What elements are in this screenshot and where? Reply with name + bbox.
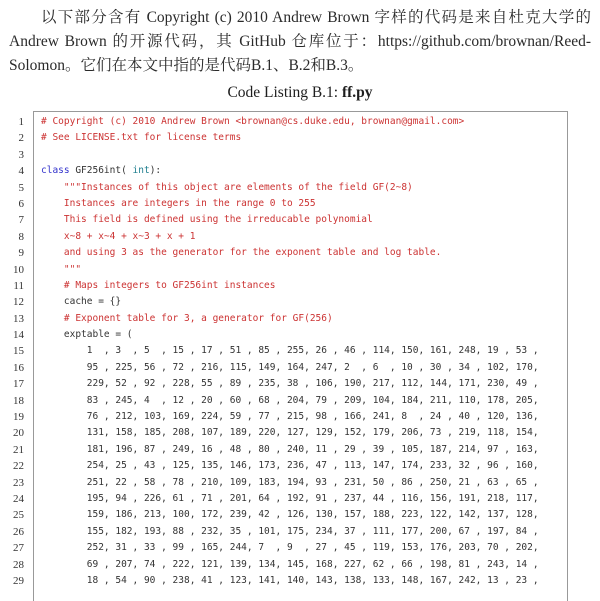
line-number: 3 [18, 148, 24, 161]
line-number: 22 [13, 460, 24, 473]
code-token-plain: GF256int( [69, 165, 133, 177]
line-number: 8 [18, 230, 24, 243]
code-token-string: """ [41, 263, 82, 275]
code-token-string: and using 3 as the generator for the exponent table and log table. [41, 247, 442, 259]
code-token-comment: # See LICENSE.txt for license terms [41, 132, 242, 144]
code-line [41, 196, 567, 212]
line-number: 25 [13, 509, 24, 522]
code-line: 229, 52 , 92 , 228, 55 , 89 , 235, 38 , 106, 190, 217, 112, 144, 171, 230, 49 , [41, 378, 539, 390]
code-token-keyword: class [41, 165, 70, 177]
line-number: 6 [18, 197, 24, 210]
code-line [41, 278, 567, 294]
code-token-builtin: int [132, 165, 150, 177]
code-line: 159, 186, 213, 100, 172, 239, 42 , 126, 130, 157, 188, 223, 122, 142, 137, 128, [41, 509, 539, 521]
code-area [33, 111, 568, 601]
line-number: 19 [13, 411, 24, 424]
code-line [41, 114, 567, 130]
code-line [41, 163, 567, 179]
code-token-plain: cache = {} [41, 296, 122, 308]
code-line: 155, 182, 193, 88 , 232, 35 , 101, 175, 234, 37 , 111, 177, 200, 67 , 197, 84 , [41, 525, 539, 537]
code-line [41, 327, 567, 343]
line-number: 24 [13, 492, 24, 505]
code-token-plain: exptable = ( [41, 329, 133, 341]
line-number: 27 [13, 542, 24, 555]
line-number: 12 [13, 296, 24, 309]
code-token-comment: # Copyright (c) 2010 Andrew Brown <brownan@cs.duke.edu, brownan@gmail.com> [41, 116, 465, 127]
code-line: 254, 25 , 43 , 125, 135, 146, 173, 236, 47 , 113, 147, 174, 233, 32 , 96 , 160, [41, 460, 539, 472]
line-number: 9 [18, 247, 24, 260]
line-number: 26 [13, 525, 24, 538]
line-number: 11 [13, 279, 24, 292]
intro-line: 以下部分含有 Copyright (c) 2010 Andrew Brown 字样的代码是来自杜克大学的 [41, 9, 591, 26]
code-line: 251, 22 , 58 , 78 , 210, 109, 183, 194, 93 , 231, 50 , 86 , 250, 21 , 63 , 65 , [41, 476, 539, 488]
line-number: 21 [13, 443, 24, 456]
intro-paragraph [0, 0, 600, 78]
code-line [41, 262, 567, 278]
line-number: 14 [13, 329, 24, 342]
code-line: 1 , 3 , 5 , 15 , 17 , 51 , 85 , 255, 26 , 46 , 114, 150, 161, 248, 19 , 53 , [41, 345, 539, 357]
listing-caption [0, 83, 600, 102]
line-number: 2 [18, 132, 24, 145]
code-line [41, 294, 567, 310]
intro-line: Solomon。它们在本文中指的是代码B.1、B.2和B.3。 [9, 57, 364, 74]
line-number: 15 [13, 345, 24, 358]
code-line [41, 130, 567, 146]
code-line: 131, 158, 185, 208, 107, 189, 220, 127, 129, 152, 179, 206, 73 , 219, 118, 154, [41, 427, 539, 439]
line-number: 4 [18, 165, 24, 178]
code-token-plain: ): [149, 165, 162, 177]
code-line: 181, 196, 87 , 249, 16 , 48 , 80 , 240, 11 , 29 , 39 , 105, 187, 214, 97 , 163, [41, 443, 539, 455]
code-line [41, 311, 567, 327]
code-line: 83 , 245, 4 , 12 , 20 , 60 , 68 , 204, 79 , 209, 104, 184, 211, 110, 178, 205, [41, 394, 539, 406]
code-token-string: This field is defined using the irreducable polynomial [41, 214, 373, 226]
code-line: 195, 94 , 226, 61 , 71 , 201, 64 , 192, 91 , 237, 44 , 116, 156, 191, 218, 117, [41, 492, 539, 504]
code-token-string: """Instances of this object are elements of the field GF(2~8) [41, 181, 413, 193]
line-number: 20 [13, 427, 24, 440]
code-line [41, 180, 567, 196]
code-line: 76 , 212, 103, 169, 224, 59 , 77 , 215, 98 , 166, 241, 8 , 24 , 40 , 120, 136, [41, 411, 539, 423]
code-line: 18 , 54 , 90 , 238, 41 , 123, 141, 140, 143, 138, 133, 148, 167, 242, 13 , 23 , [41, 574, 539, 586]
code-line [41, 147, 567, 163]
listing-caption-prefix: Code Listing B.1: [227, 84, 342, 101]
line-number: 23 [13, 476, 24, 489]
code-listing [0, 111, 600, 601]
line-number: 28 [13, 558, 24, 571]
code-token-comment: # Maps integers to GF256int instances [41, 279, 276, 291]
code-line: 69 , 207, 74 , 222, 121, 139, 134, 145, 168, 227, 62 , 66 , 198, 81 , 243, 14 , [41, 558, 539, 570]
line-number: 7 [18, 214, 24, 227]
line-number: 13 [13, 312, 24, 325]
code-token-comment: # Exponent table for 3, a generator for GF(256) [41, 312, 333, 324]
code-line: 95 , 225, 56 , 72 , 216, 115, 149, 164, 247, 2 , 6 , 10 , 30 , 34 , 102, 170, [41, 361, 539, 373]
line-number: 18 [13, 394, 24, 407]
line-number: 5 [18, 181, 24, 194]
line-number: 16 [13, 361, 24, 374]
code-token-string: Instances are integers in the range 0 to 255 [41, 197, 316, 209]
intro-line: Andrew Brown 的开源代码，其 GitHub 仓库位于：https://github.com/brownan/Reed- [9, 33, 591, 50]
code-line: 252, 31 , 33 , 99 , 165, 244, 7 , 9 , 27 , 45 , 119, 153, 176, 203, 70 , 202, [41, 542, 539, 554]
listing-filename: ff.py [341, 84, 373, 101]
line-number: 17 [13, 378, 24, 391]
line-number-gutter [0, 114, 24, 589]
code-token-string: x~8 + x~4 + x~3 + x + 1 [41, 230, 196, 242]
code-line [41, 212, 567, 228]
code-line [41, 229, 567, 245]
line-number: 1 [18, 116, 24, 128]
code-line [41, 245, 567, 261]
line-number: 10 [13, 263, 24, 276]
line-number: 29 [13, 574, 24, 587]
